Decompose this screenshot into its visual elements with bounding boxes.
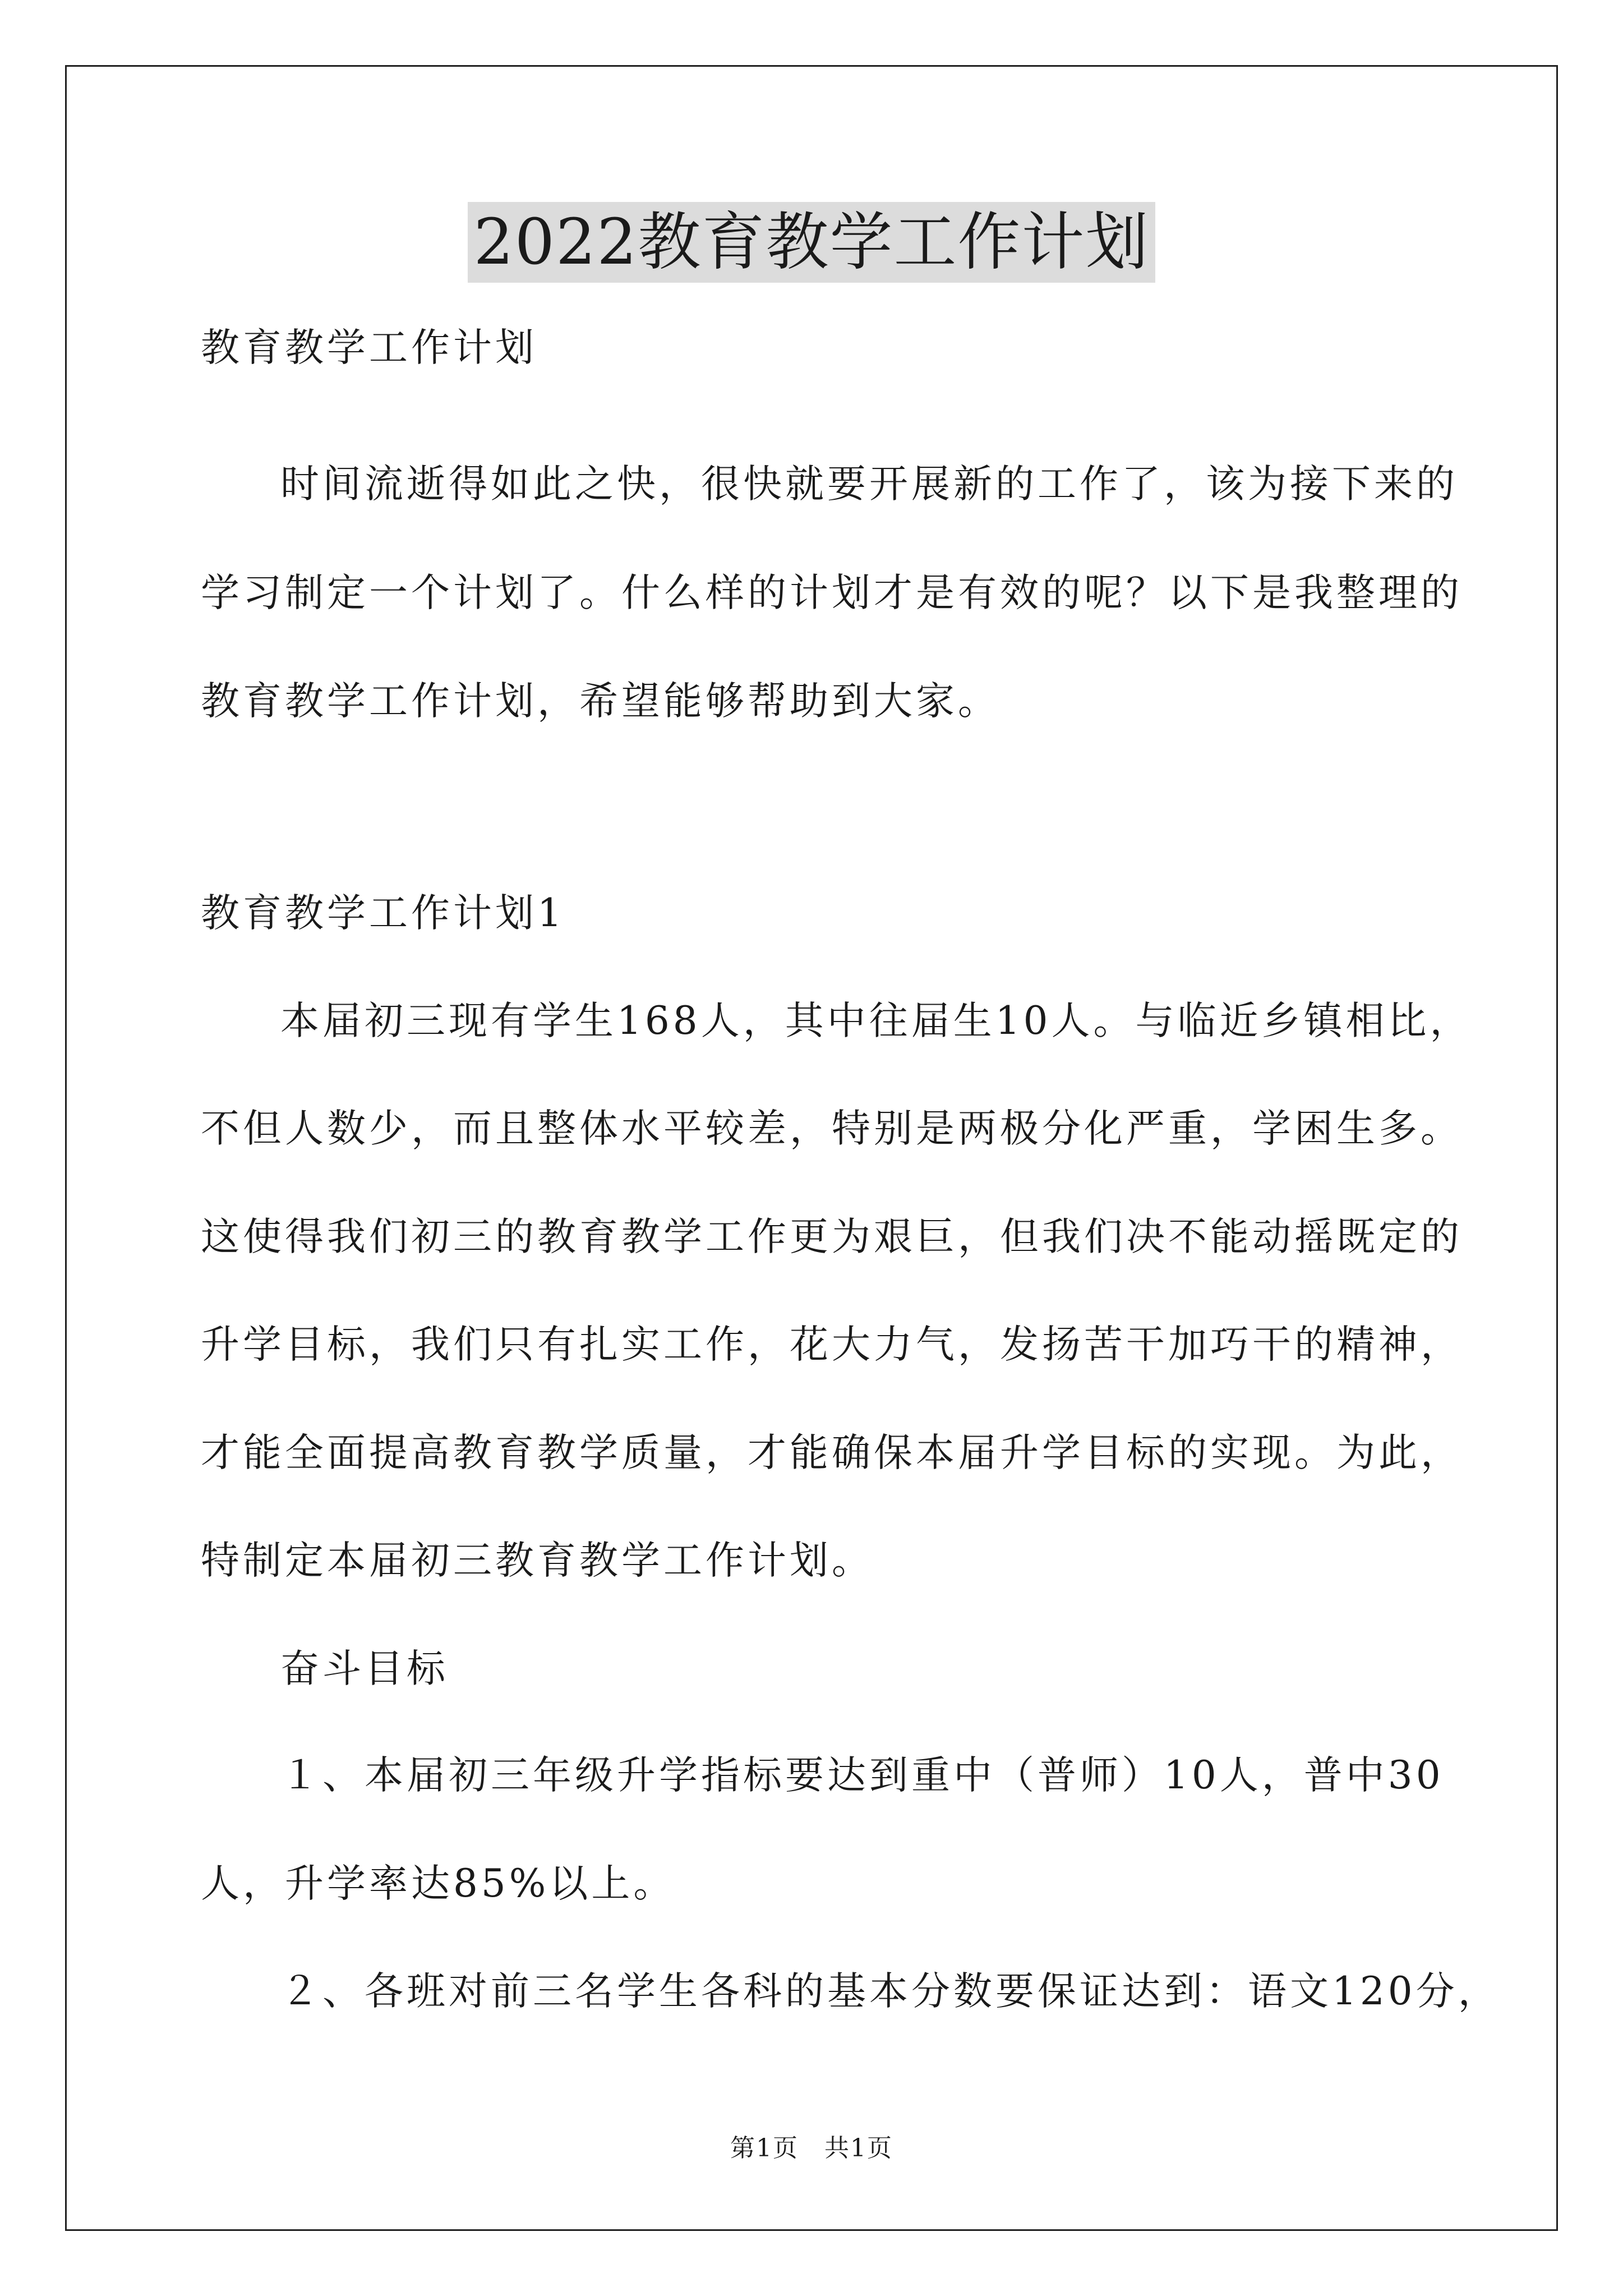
body-line: 学习制定一个计划了。什么样的计划才是有效的呢？以下是我整理的 [201,570,1463,615]
body-line: 教育教学工作计划，希望能够帮助到大家。 [201,679,1000,724]
page-footer: 第1页 共1页 [730,2134,893,2162]
list-item-line: １、本届初三年级升学指标要达到重中（普师）10人，普中30 [280,1753,1444,1798]
title-container [0,202,1623,283]
body-line: 升学目标，我们只有扎实工作，花大力气，发扬苦干加巧干的精神， [201,1322,1463,1367]
body-line: 时间流逝得如此之快，很快就要开展新的工作了，该为接下来的 [280,462,1458,507]
body-line: 不但人数少，而且整体水平较差，特别是两极分化严重，学困生多。 [201,1106,1463,1151]
body-line: 才能全面提高教育教学质量，才能确保本届升学目标的实现。为此， [201,1430,1463,1475]
subtitle-line: 教育教学工作计划 [201,325,537,370]
document-title: 2022教育教学工作计划 [468,202,1155,283]
subheading-line: 奋斗目标 [280,1646,449,1691]
list-item-line: 人，升学率达85%以上。 [201,1861,676,1906]
body-line: 本届初三现有学生168人，其中往届生10人。与临近乡镇相比， [280,999,1472,1043]
body-line: 特制定本届初三教育教学工作计划。 [201,1538,874,1583]
list-item-line: ２、各班对前三名学生各科的基本分数要保证达到：语文120分， [280,1969,1500,2014]
body-line: 这使得我们初三的教育教学工作更为艰巨，但我们决不能动摇既定的 [201,1214,1463,1259]
section-heading: 教育教学工作计划1 [201,891,565,936]
